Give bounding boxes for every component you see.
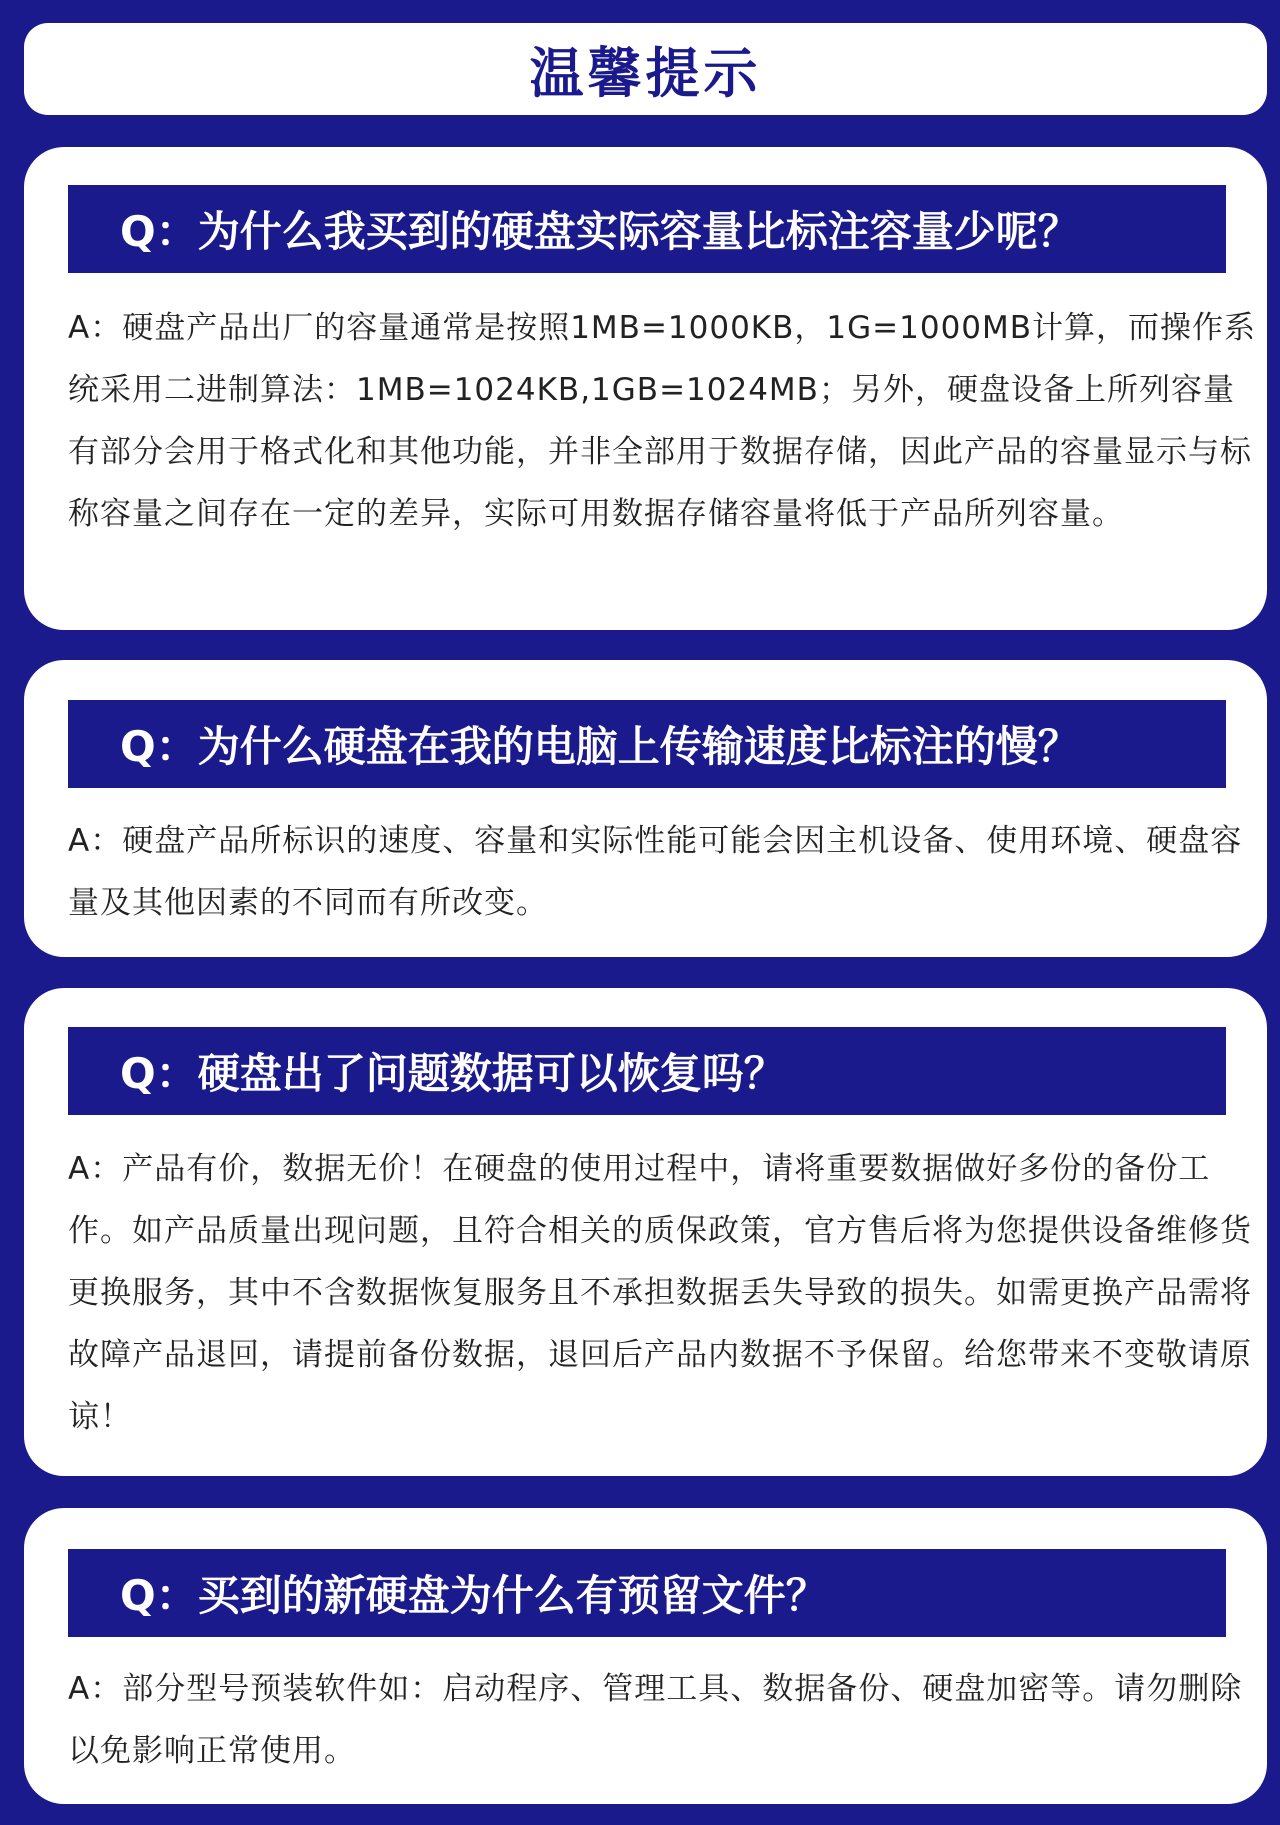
question-bar — [68, 1027, 1226, 1115]
question-bar — [68, 1549, 1226, 1637]
question-text: Q：为什么硬盘在我的电脑上传输速度比标注的慢？ — [120, 722, 1080, 771]
question-text: Q：硬盘出了问题数据可以恢复吗？ — [120, 1049, 786, 1098]
faq-card-recovery — [24, 988, 1267, 1476]
question-bar — [68, 185, 1226, 273]
faq-card-reserved-files — [24, 1508, 1267, 1804]
title-banner — [24, 23, 1267, 115]
question-text: Q：为什么我买到的硬盘实际容量比标注容量少呢？ — [120, 207, 1080, 256]
answer-text: A：产品有价，数据无价！在硬盘的使用过程中，请将重要数据做好多份的备份工作。如产品质量出现问题，且符合相关的质保政策，官方售后将为您提供设备维修货更换服务，其中不含数据恢复服务且不承担数据丢失导致的损失。如需更换产品需将故障产品退回，请提前备份数据，退回后产品内数据不予保留。给您带来不变敬请原谅！ — [68, 1151, 1252, 1435]
answer-text: A：部分型号预装软件如：启动程序、管理工具、数据备份、硬盘加密等。请勿删除以免影响正常使用。 — [68, 1671, 1243, 1769]
question-bar — [68, 700, 1226, 788]
faq-card-speed — [24, 660, 1267, 957]
answer-text: A：硬盘产品所标识的速度、容量和实际性能可能会因主机设备、使用环境、硬盘容量及其他因素的不同而有所改变。 — [68, 823, 1243, 921]
page-title: 温馨提示 — [529, 41, 762, 105]
question-text: Q：买到的新硬盘为什么有预留文件？ — [120, 1571, 828, 1620]
answer-text: A：硬盘产品出厂的容量通常是按照1MB=1000KB，1G=1000MB计算，而操作系统采用二进制算法：1MB=1024KB,1GB=1024MB；另外，硬盘设备上所列容量有部分会用于格式化和其他功能，并非全部用于数据存储，因此产品的容量显示与标称容量之间存在一定的差异，实际可用数据存储容量将低于产品所列容量。 — [68, 310, 1257, 532]
faq-card-capacity — [24, 147, 1267, 630]
